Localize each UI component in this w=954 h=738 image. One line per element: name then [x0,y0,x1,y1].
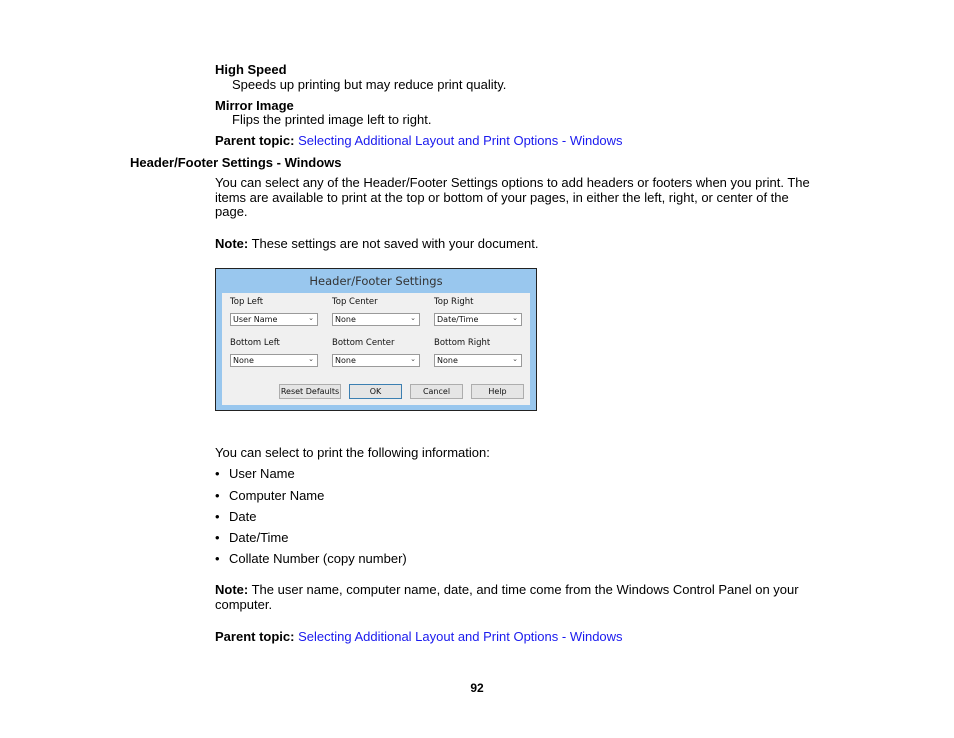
top-left-select[interactable] [230,313,318,326]
note-2-label: Note: [215,582,249,597]
bottom-left-label: Bottom Left [230,338,280,348]
top-center-select[interactable] [332,313,420,326]
parent-topic-link[interactable]: Selecting Additional Layout and Print Options - Windows [298,629,623,644]
page-number: 92 [470,681,484,695]
top-right-value: Date/Time [437,315,479,324]
bottom-right-value: None [437,356,458,365]
list-item [215,509,257,524]
section-heading: Header/Footer Settings - Windows [130,155,342,170]
list-item [215,530,289,545]
reset-defaults-button[interactable]: Reset Defaults [279,384,341,399]
intro-paragraph: You can select any of the Header/Footer Settings options to add headers or footers when you print. The items are available to print at the top or bottom of your pages, in either the left, right, or center of the page. [215,175,810,219]
bottom-center-value: None [335,356,356,365]
list-item-text: Date [229,509,257,524]
chevron-down-icon: ⌄ [308,314,314,322]
bottom-center-select[interactable] [332,354,420,367]
cancel-button[interactable]: Cancel [410,384,463,399]
note-1-text: These settings are not saved with your document. [248,236,539,251]
note-2 [215,583,820,612]
header-footer-dialog [215,268,537,411]
list-item-text: Collate Number (copy number) [229,551,407,566]
dialog-body [222,293,530,405]
note-1-label: Note: [215,236,249,251]
bullet-icon: • [215,530,220,545]
bullet-icon: • [215,466,220,481]
bottom-left-select[interactable] [230,354,318,367]
bottom-right-select[interactable] [434,354,522,367]
list-item [215,488,325,503]
top-right-select[interactable] [434,313,522,326]
chevron-down-icon: ⌄ [512,355,518,363]
list-item-text: User Name [229,466,295,481]
note-2-text: The user name, computer name, date, and time come from the Windows Control Panel on your computer. [215,582,803,612]
high-speed-title: High Speed [215,62,287,77]
list-item [215,551,407,566]
top-right-label: Top Right [434,297,474,307]
top-center-label: Top Center [332,297,378,307]
bullet-icon: • [215,509,220,524]
top-left-value: User Name [233,315,278,324]
mirror-image-title: Mirror Image [215,98,294,113]
top-left-label: Top Left [230,297,264,307]
bottom-right-label: Bottom Right [434,338,491,348]
list-item-text: Date/Time [229,530,289,545]
bottom-center-label: Bottom Center [332,338,395,348]
help-button[interactable]: Help [471,384,524,399]
list-intro: You can select to print the following information: [215,445,490,460]
list-item-text: Computer Name [229,488,325,503]
list-item [215,466,295,481]
high-speed-desc: Speeds up printing but may reduce print quality. [232,77,507,92]
top-center-value: None [335,315,356,324]
chevron-down-icon: ⌄ [512,314,518,322]
parent-topic-link[interactable]: Selecting Additional Layout and Print Options - Windows [298,133,623,148]
bullet-icon: • [215,488,220,503]
chevron-down-icon: ⌄ [308,355,314,363]
dialog-title: Header/Footer Settings [309,274,443,288]
chevron-down-icon: ⌄ [410,314,416,322]
parent-topic-2 [215,629,623,644]
ok-button[interactable]: OK [349,384,402,399]
parent-topic-label: Parent topic: [215,133,295,148]
parent-topic-1 [215,133,623,148]
bottom-left-value: None [233,356,254,365]
bullet-icon: • [215,551,220,566]
parent-topic-label: Parent topic: [215,629,295,644]
mirror-image-desc: Flips the printed image left to right. [232,112,432,127]
note-1 [215,236,538,251]
chevron-down-icon: ⌄ [410,355,416,363]
